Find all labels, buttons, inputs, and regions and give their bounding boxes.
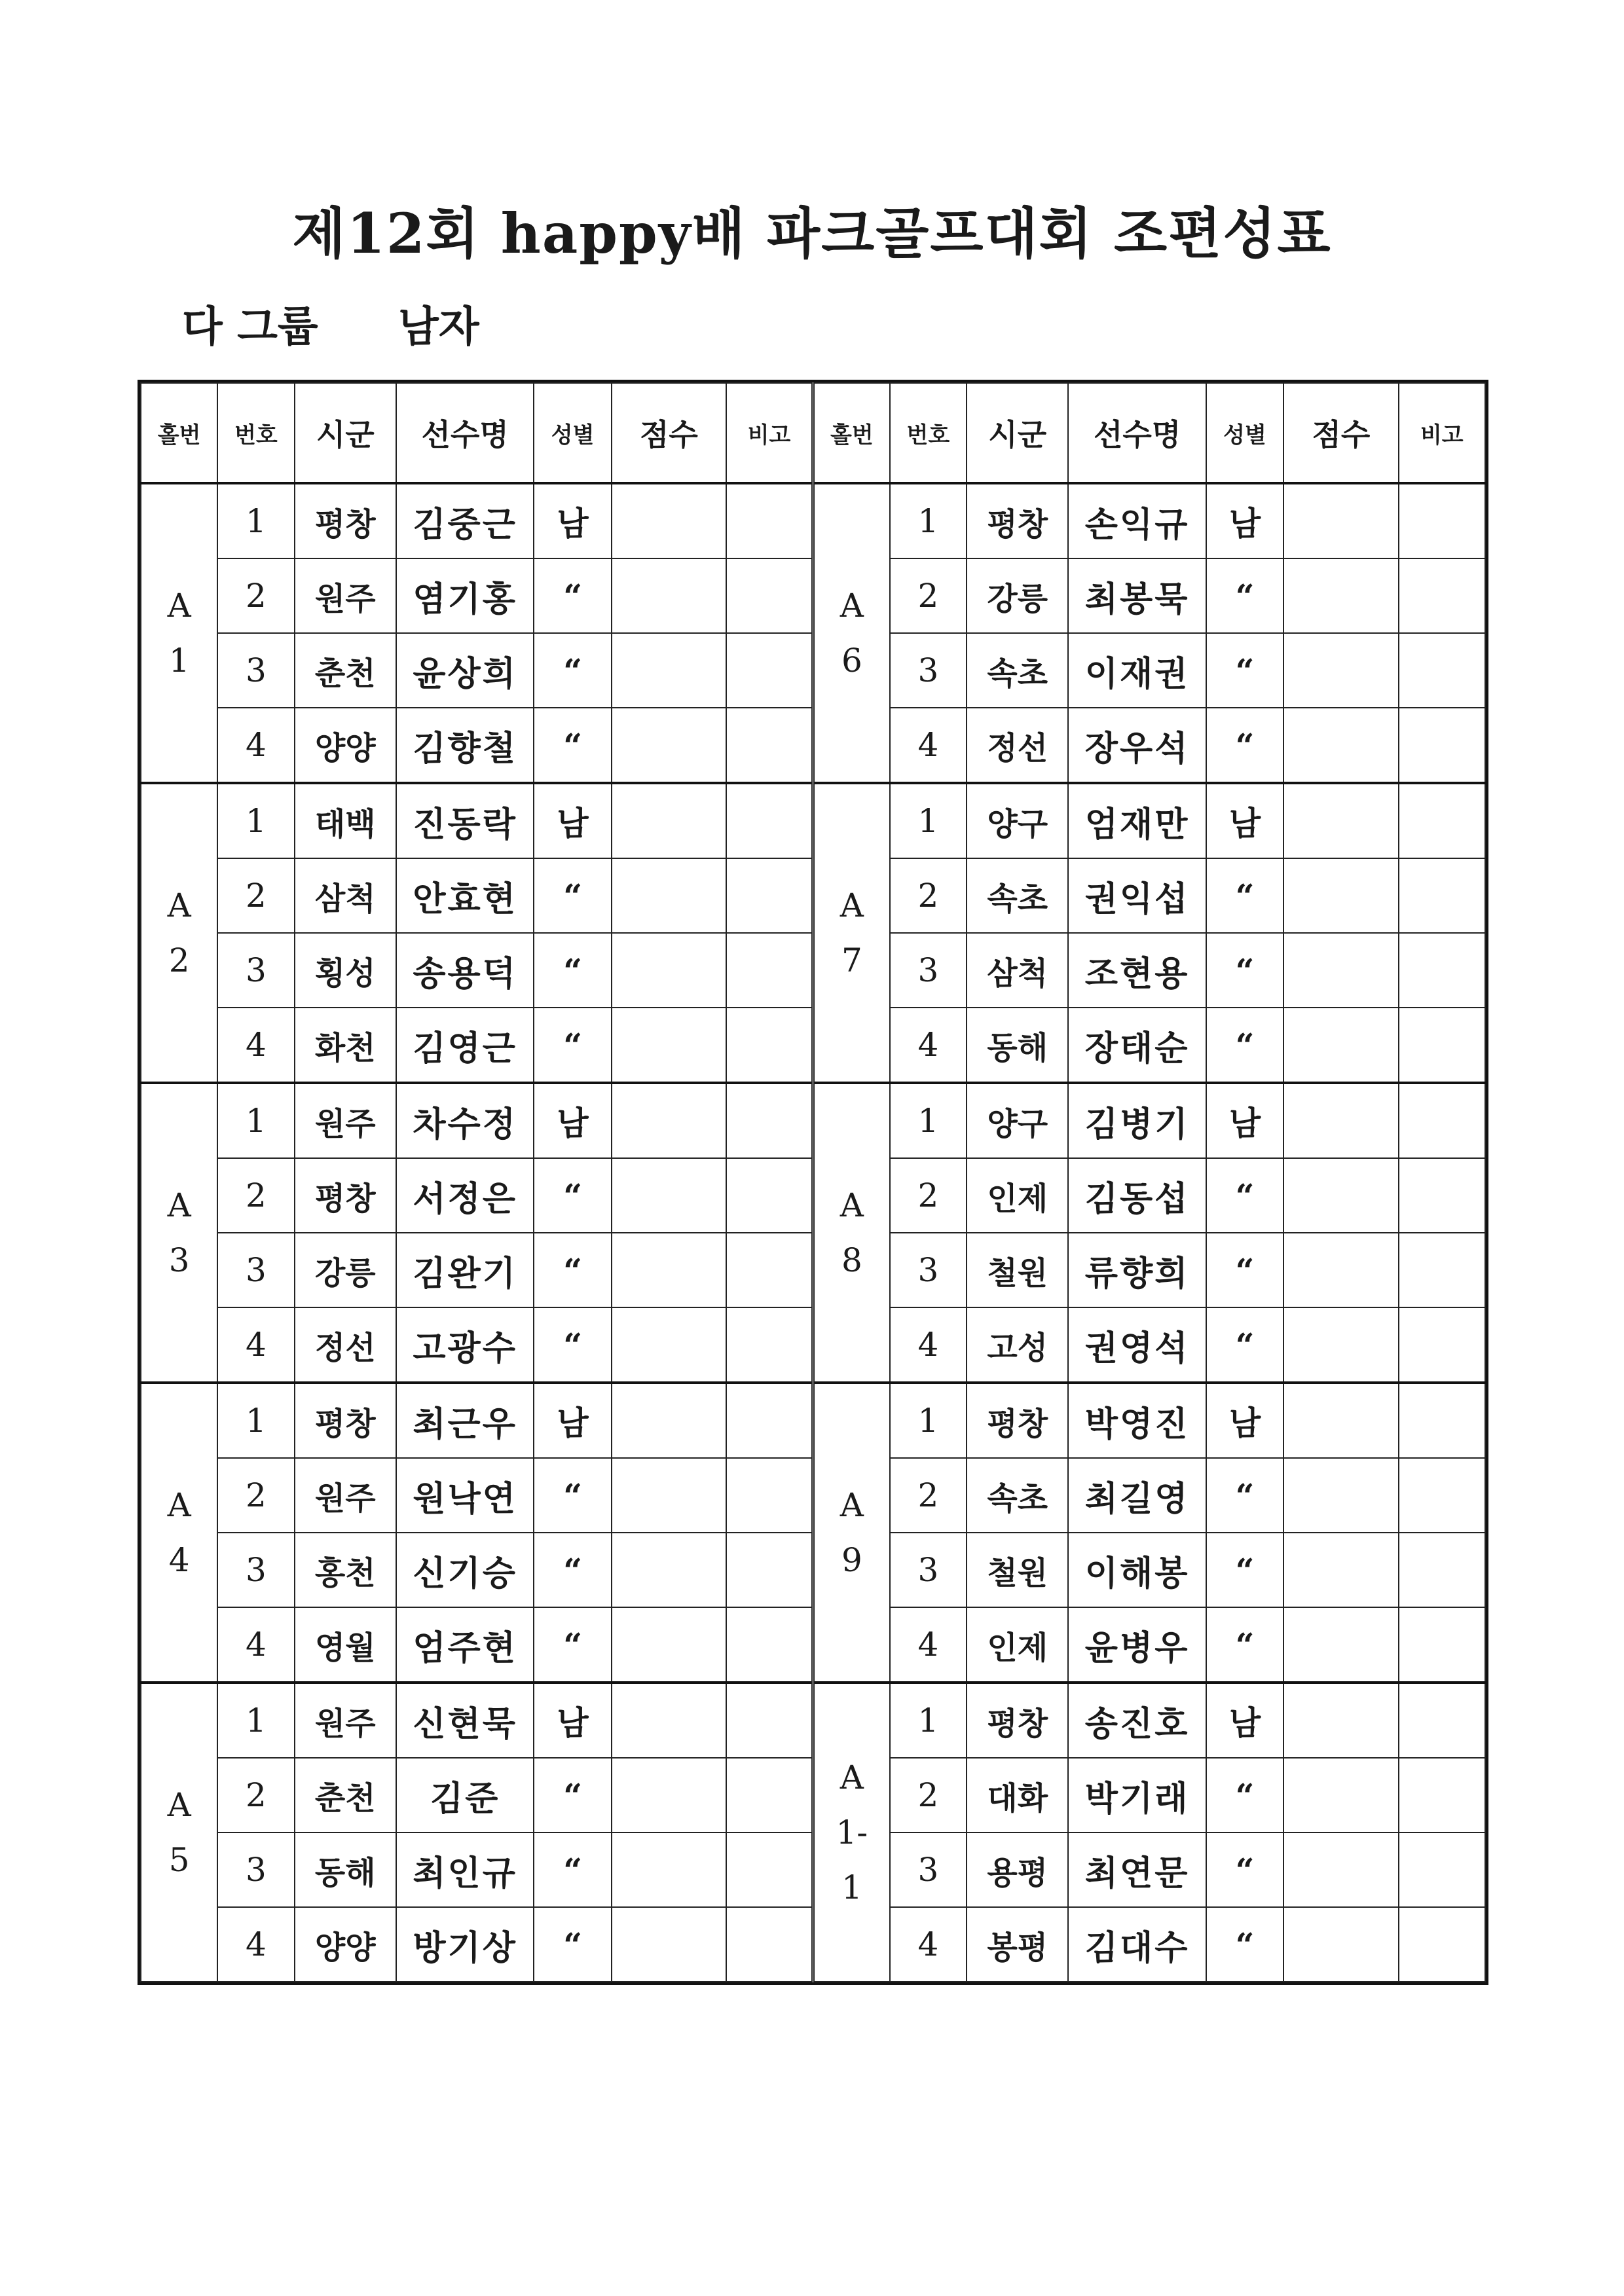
city-cell: 양양 [295, 708, 396, 783]
gender-cell: “ [1206, 1607, 1283, 1683]
note-cell [1399, 1307, 1485, 1383]
note-cell [726, 1383, 813, 1458]
city-cell: 인제 [967, 1158, 1068, 1233]
header-player: 선수명 [396, 383, 534, 483]
header-score: 점수 [612, 383, 726, 483]
player-name: 박영진 [1068, 1383, 1206, 1458]
score-cell [1283, 1533, 1398, 1607]
gender-cell: “ [534, 1533, 611, 1607]
note-cell [726, 483, 813, 558]
gender-cell: 남 [534, 783, 611, 858]
note-cell [1399, 1158, 1485, 1233]
gender-cell: “ [1206, 1758, 1283, 1832]
score-cell [1283, 633, 1398, 708]
table-row [141, 1683, 1485, 1758]
hole-cell: A 1- 1 [813, 1683, 889, 1982]
gender-cell: 남 [1206, 483, 1283, 558]
gender-cell: “ [1206, 708, 1283, 783]
gender-cell: “ [534, 1832, 611, 1907]
note-cell [726, 1233, 813, 1307]
note-cell [1399, 783, 1485, 858]
gender-cell: “ [1206, 1158, 1283, 1233]
city-cell: 철원 [967, 1533, 1068, 1607]
gender-cell: “ [1206, 1907, 1283, 1982]
score-cell [1283, 1158, 1398, 1233]
score-cell [1283, 1607, 1398, 1683]
player-number: 2 [217, 1758, 294, 1832]
note-cell [726, 1533, 813, 1607]
player-number: 2 [217, 1458, 294, 1533]
score-cell [612, 933, 726, 1008]
city-cell: 횡성 [295, 933, 396, 1008]
note-cell [1399, 708, 1485, 783]
gender-cell: “ [534, 1233, 611, 1307]
player-name: 진동락 [396, 783, 534, 858]
player-number: 4 [890, 1607, 967, 1683]
gender-cell: “ [534, 933, 611, 1008]
note-cell [726, 1458, 813, 1533]
score-cell [612, 633, 726, 708]
city-cell: 평창 [967, 483, 1068, 558]
score-cell [612, 1533, 726, 1607]
hole-cell: A 2 [141, 783, 217, 1083]
note-cell [726, 633, 813, 708]
city-cell: 봉평 [967, 1907, 1068, 1982]
player-number: 4 [217, 708, 294, 783]
note-cell [726, 858, 813, 933]
city-cell: 화천 [295, 1008, 396, 1083]
player-name: 서정은 [396, 1158, 534, 1233]
player-name: 방기상 [396, 1907, 534, 1982]
player-number: 3 [217, 1233, 294, 1307]
header-note: 비고 [1399, 383, 1485, 483]
city-cell: 용평 [967, 1832, 1068, 1907]
score-cell [612, 483, 726, 558]
player-number: 1 [217, 483, 294, 558]
score-cell [1283, 1458, 1398, 1533]
header-player: 선수명 [1068, 383, 1206, 483]
hole-cell: A 8 [813, 1083, 889, 1383]
score-cell [612, 1607, 726, 1683]
player-number: 1 [217, 783, 294, 858]
city-cell: 양구 [967, 1083, 1068, 1158]
hole-cell: A 4 [141, 1383, 217, 1683]
note-cell [1399, 1683, 1485, 1758]
player-number: 2 [217, 558, 294, 633]
city-cell: 원주 [295, 1683, 396, 1758]
player-name: 김완기 [396, 1233, 534, 1307]
city-cell: 동해 [295, 1832, 396, 1907]
hole-cell: A 5 [141, 1683, 217, 1982]
player-name: 엄주현 [396, 1607, 534, 1683]
gender-cell: “ [534, 1458, 611, 1533]
city-cell: 삼척 [967, 933, 1068, 1008]
gender-label: 남자 [398, 302, 479, 352]
gender-cell: “ [534, 858, 611, 933]
gender-cell: “ [1206, 1008, 1283, 1083]
player-name: 송용덕 [396, 933, 534, 1008]
note-cell [726, 1083, 813, 1158]
player-name: 김동섭 [1068, 1158, 1206, 1233]
player-name: 최봉묵 [1068, 558, 1206, 633]
gender-cell: 남 [534, 1083, 611, 1158]
gender-cell: “ [1206, 1307, 1283, 1383]
player-number: 2 [890, 558, 967, 633]
gender-cell: “ [534, 558, 611, 633]
player-name: 장태순 [1068, 1008, 1206, 1083]
city-cell: 평창 [295, 1383, 396, 1458]
score-cell [1283, 558, 1398, 633]
gender-cell: “ [1206, 633, 1283, 708]
note-cell [1399, 1533, 1485, 1607]
note-cell [1399, 1832, 1485, 1907]
roster-body [141, 483, 1485, 1982]
player-name: 이재권 [1068, 633, 1206, 708]
note-cell [1399, 858, 1485, 933]
gender-cell: “ [1206, 858, 1283, 933]
score-cell [1283, 933, 1398, 1008]
player-name: 권영석 [1068, 1307, 1206, 1383]
score-cell [1283, 708, 1398, 783]
player-number: 1 [890, 1383, 967, 1458]
city-cell: 영월 [295, 1607, 396, 1683]
header-score: 점수 [1283, 383, 1398, 483]
note-cell [1399, 1383, 1485, 1458]
score-cell [1283, 483, 1398, 558]
player-name: 최연문 [1068, 1832, 1206, 1907]
note-cell [726, 1307, 813, 1383]
table-row [141, 483, 1485, 558]
hole-cell: A 9 [813, 1383, 889, 1683]
player-name: 윤병우 [1068, 1607, 1206, 1683]
player-number: 4 [890, 1307, 967, 1383]
score-cell [612, 1008, 726, 1083]
player-name: 염기홍 [396, 558, 534, 633]
note-cell [1399, 1907, 1485, 1982]
note-cell [726, 783, 813, 858]
city-cell: 정선 [295, 1307, 396, 1383]
score-cell [612, 1907, 726, 1982]
player-name: 엄재만 [1068, 783, 1206, 858]
player-number: 1 [217, 1083, 294, 1158]
player-name: 원낙연 [396, 1458, 534, 1533]
gender-cell: “ [1206, 558, 1283, 633]
city-cell: 인제 [967, 1607, 1068, 1683]
header-note: 비고 [726, 383, 813, 483]
gender-cell: “ [534, 1907, 611, 1982]
header-gender: 성별 [534, 383, 611, 483]
city-cell: 강릉 [967, 558, 1068, 633]
score-cell [1283, 1233, 1398, 1307]
gender-cell: 남 [534, 483, 611, 558]
city-cell: 홍천 [295, 1533, 396, 1607]
player-number: 1 [890, 1083, 967, 1158]
player-number: 1 [890, 783, 967, 858]
hole-cell: A 6 [813, 483, 889, 783]
table-row [141, 1083, 1485, 1158]
city-cell: 양양 [295, 1907, 396, 1982]
player-number: 2 [217, 858, 294, 933]
hole-cell: A 7 [813, 783, 889, 1083]
player-number: 1 [890, 1683, 967, 1758]
player-name: 차수정 [396, 1083, 534, 1158]
score-cell [612, 1158, 726, 1233]
score-cell [612, 1233, 726, 1307]
gender-cell: 남 [1206, 1383, 1283, 1458]
player-number: 4 [217, 1907, 294, 1982]
player-name: 최근우 [396, 1383, 534, 1458]
gender-cell: “ [534, 1307, 611, 1383]
note-cell [1399, 1083, 1485, 1158]
note-cell [726, 708, 813, 783]
city-cell: 속초 [967, 858, 1068, 933]
player-name: 신기승 [396, 1533, 534, 1607]
score-cell [1283, 1383, 1398, 1458]
player-number: 4 [890, 1907, 967, 1982]
player-number: 1 [890, 483, 967, 558]
note-cell [726, 1683, 813, 1758]
player-number: 4 [217, 1307, 294, 1383]
gender-cell: 남 [534, 1683, 611, 1758]
note-cell [1399, 933, 1485, 1008]
player-number: 3 [890, 1233, 967, 1307]
gender-cell: “ [1206, 1233, 1283, 1307]
player-name: 송진호 [1068, 1683, 1206, 1758]
player-number: 3 [890, 633, 967, 708]
hole-cell: A 1 [141, 483, 217, 783]
player-name: 김향철 [396, 708, 534, 783]
score-cell [1283, 858, 1398, 933]
player-name: 김중근 [396, 483, 534, 558]
note-cell [1399, 1458, 1485, 1533]
player-number: 2 [890, 1158, 967, 1233]
player-number: 2 [890, 1758, 967, 1832]
player-name: 최인규 [396, 1832, 534, 1907]
score-cell [1283, 1307, 1398, 1383]
gender-cell: “ [1206, 1832, 1283, 1907]
player-number: 4 [217, 1607, 294, 1683]
score-cell [612, 1458, 726, 1533]
header-hole: 홀번 [141, 383, 217, 483]
note-cell [1399, 558, 1485, 633]
gender-cell: 남 [1206, 1683, 1283, 1758]
score-cell [612, 1758, 726, 1832]
note-cell [1399, 483, 1485, 558]
score-cell [1283, 1008, 1398, 1083]
group-label: 다 그룹 [182, 302, 318, 352]
header-hole: 홀번 [813, 383, 889, 483]
document-title: 제12회 happy배 파크골프대회 조편성표 [292, 201, 1332, 266]
player-name: 박기래 [1068, 1758, 1206, 1832]
city-cell: 고성 [967, 1307, 1068, 1383]
hole-cell: A 3 [141, 1083, 217, 1383]
player-name: 고광수 [396, 1307, 534, 1383]
player-name: 김준 [396, 1758, 534, 1832]
player-name: 손익규 [1068, 483, 1206, 558]
score-cell [612, 1683, 726, 1758]
player-name: 김영근 [396, 1008, 534, 1083]
score-cell [612, 1307, 726, 1383]
city-cell: 정선 [967, 708, 1068, 783]
city-cell: 춘천 [295, 633, 396, 708]
score-cell [612, 1832, 726, 1907]
city-cell: 철원 [967, 1233, 1068, 1307]
city-cell: 춘천 [295, 1758, 396, 1832]
score-cell [1283, 1832, 1398, 1907]
city-cell: 양구 [967, 783, 1068, 858]
city-cell: 강릉 [295, 1233, 396, 1307]
player-number: 3 [217, 1832, 294, 1907]
player-number: 3 [890, 1533, 967, 1607]
gender-cell: “ [1206, 933, 1283, 1008]
city-cell: 평창 [967, 1683, 1068, 1758]
player-name: 윤상희 [396, 633, 534, 708]
score-cell [612, 558, 726, 633]
note-cell [1399, 1758, 1485, 1832]
note-cell [726, 1832, 813, 1907]
table-row [141, 783, 1485, 858]
gender-cell: “ [534, 633, 611, 708]
gender-cell: “ [534, 1158, 611, 1233]
player-number: 2 [890, 858, 967, 933]
city-cell: 동해 [967, 1008, 1068, 1083]
note-cell [1399, 1233, 1485, 1307]
player-name: 최길영 [1068, 1458, 1206, 1533]
player-name: 장우석 [1068, 708, 1206, 783]
score-cell [1283, 783, 1398, 858]
city-cell: 속초 [967, 633, 1068, 708]
header-city: 시군 [967, 383, 1068, 483]
player-name: 안효현 [396, 858, 534, 933]
player-name: 김병기 [1068, 1083, 1206, 1158]
score-cell [1283, 1683, 1398, 1758]
player-name: 조현용 [1068, 933, 1206, 1008]
note-cell [1399, 633, 1485, 708]
header-city: 시군 [295, 383, 396, 483]
player-number: 1 [217, 1383, 294, 1458]
score-cell [612, 708, 726, 783]
city-cell: 평창 [967, 1383, 1068, 1458]
player-name: 권익섭 [1068, 858, 1206, 933]
score-cell [1283, 1907, 1398, 1982]
header-number: 번호 [890, 383, 967, 483]
gender-cell: 남 [1206, 783, 1283, 858]
player-number: 4 [890, 708, 967, 783]
player-number: 3 [217, 1533, 294, 1607]
city-cell: 평창 [295, 1158, 396, 1233]
gender-cell: “ [534, 1758, 611, 1832]
gender-cell: 남 [1206, 1083, 1283, 1158]
score-cell [1283, 1758, 1398, 1832]
player-name: 류향희 [1068, 1233, 1206, 1307]
note-cell [1399, 1008, 1485, 1083]
score-cell [612, 858, 726, 933]
note-cell [726, 1158, 813, 1233]
player-name: 신현묵 [396, 1683, 534, 1758]
city-cell: 대화 [967, 1758, 1068, 1832]
score-cell [612, 1383, 726, 1458]
header-row [141, 383, 1485, 483]
note-cell [726, 933, 813, 1008]
player-number: 4 [890, 1008, 967, 1083]
player-number: 3 [217, 633, 294, 708]
note-cell [726, 1008, 813, 1083]
note-cell [726, 558, 813, 633]
header-gender: 성별 [1206, 383, 1283, 483]
player-name: 김대수 [1068, 1907, 1206, 1982]
score-cell [612, 783, 726, 858]
note-cell [1399, 1607, 1485, 1683]
city-cell: 태백 [295, 783, 396, 858]
header-number: 번호 [217, 383, 294, 483]
city-cell: 평창 [295, 483, 396, 558]
player-number: 3 [890, 933, 967, 1008]
player-name: 이해봉 [1068, 1533, 1206, 1607]
note-cell [726, 1758, 813, 1832]
player-number: 4 [217, 1008, 294, 1083]
player-number: 2 [217, 1158, 294, 1233]
city-cell: 원주 [295, 1083, 396, 1158]
gender-cell: 남 [534, 1383, 611, 1458]
note-cell [726, 1907, 813, 1982]
group-heading [182, 293, 479, 354]
player-number: 1 [217, 1683, 294, 1758]
gender-cell: “ [534, 708, 611, 783]
gender-cell: “ [534, 1607, 611, 1683]
score-cell [1283, 1083, 1398, 1158]
player-number: 3 [890, 1832, 967, 1907]
gender-cell: “ [534, 1008, 611, 1083]
player-number: 2 [890, 1458, 967, 1533]
player-number: 3 [217, 933, 294, 1008]
table-row [141, 1383, 1485, 1458]
note-cell [726, 1607, 813, 1683]
city-cell: 원주 [295, 558, 396, 633]
gender-cell: “ [1206, 1458, 1283, 1533]
score-cell [612, 1083, 726, 1158]
gender-cell: “ [1206, 1533, 1283, 1607]
city-cell: 삼척 [295, 858, 396, 933]
roster-table [140, 382, 1486, 1982]
city-cell: 속초 [967, 1458, 1068, 1533]
city-cell: 원주 [295, 1458, 396, 1533]
